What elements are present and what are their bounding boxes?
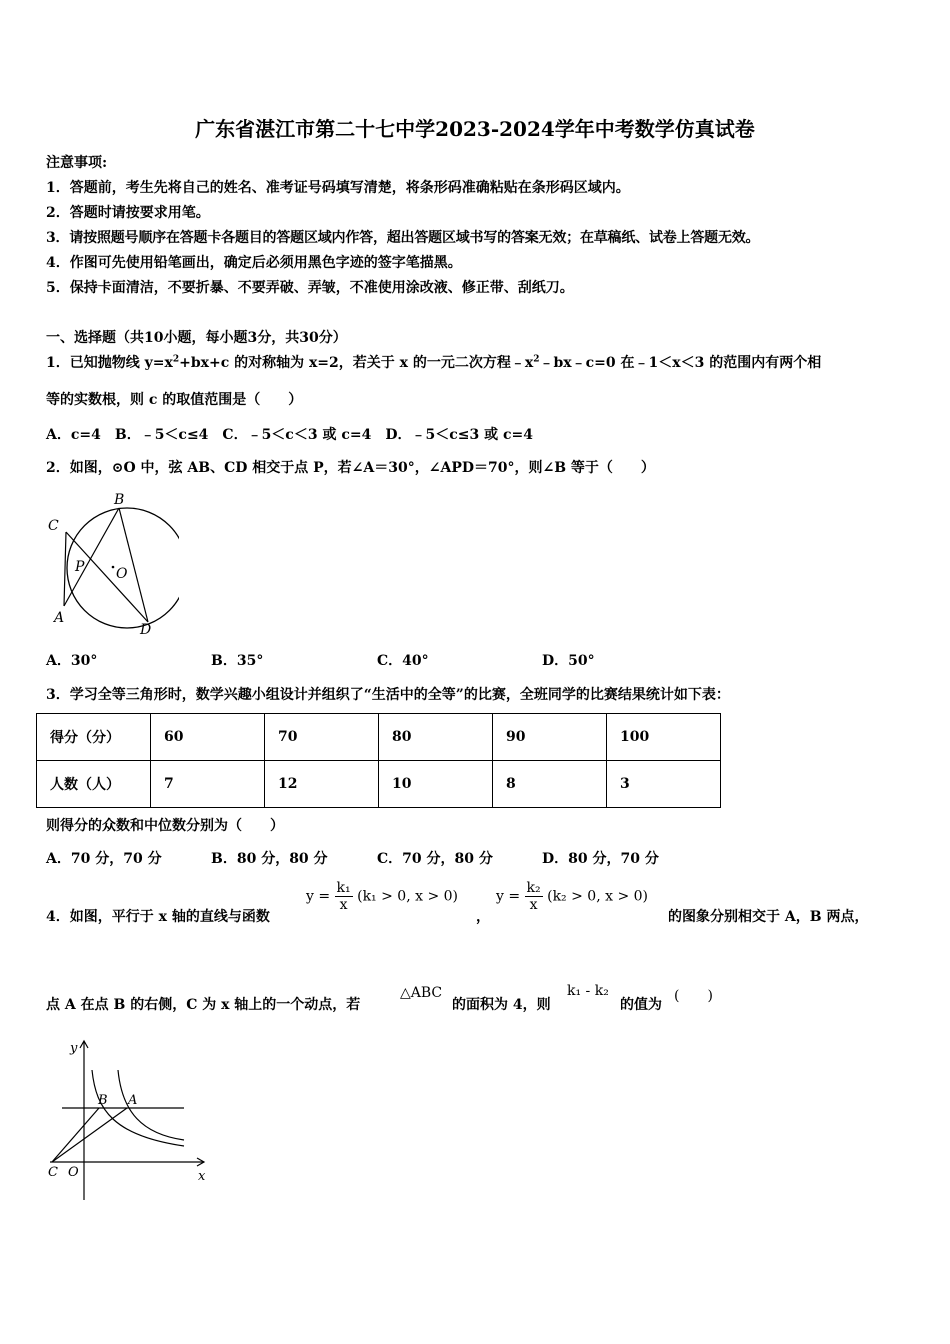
formula-2: y = $\frac{\text{k₂}}{x}$ (k₂ > 0, x > 0) xyxy=(496,880,649,913)
table-cell: 100 xyxy=(607,714,721,761)
notice-item: 5．保持卡面清洁，不要折暴、不要弄破、弄皱，不准使用涂改液、修正带、刮纸刀。 xyxy=(46,280,574,296)
notice-item: 3．请按照题号顺序在答题卡各题目的答题区域内作答，超出答题区域书写的答案无效；在草稿纸、试卷上答题无效。 xyxy=(46,230,760,246)
q3-option-d: D．80 分，70 分 xyxy=(542,851,659,867)
label-b: B xyxy=(114,492,125,508)
table-cell: 人数（人） xyxy=(37,761,151,808)
chord-ab xyxy=(64,508,119,606)
q3-question: 则得分的众数和中位数分别为（ ） xyxy=(46,818,284,834)
q3-option-b: B．80 分，80 分 xyxy=(211,851,328,867)
notice-heading: 注意事项: xyxy=(46,155,108,171)
table-cell: 8 xyxy=(493,761,607,808)
circle-figure xyxy=(44,488,179,638)
notice-item: 2．答题时请按要求用笔。 xyxy=(46,205,210,221)
segment-ca xyxy=(52,1108,127,1162)
label-a: A xyxy=(54,610,65,626)
separator: ， xyxy=(476,909,490,925)
label-c: C xyxy=(48,1165,58,1180)
q1-stem: 1．已知抛物线 $y=x^2+bx+c$ 的对称轴为 x=2，若关于 x 的一元二次方程$﹣x^2﹣bx﹣c=0$ 在﹣1＜x＜3 的范围内有两个相 xyxy=(46,354,822,371)
table-row xyxy=(37,714,721,761)
label-c: C xyxy=(48,518,59,534)
notice-item: 4．作图可先使用铅笔画出，确定后必须用黑色字迹的签字笔描黑。 xyxy=(46,255,462,271)
page-title: 广东省湛江市第二十七中学2023-2024学年中考数学仿真试卷 xyxy=(195,117,755,141)
segment-cb xyxy=(52,1108,99,1162)
q2-option-b: B．35° xyxy=(211,653,264,669)
table-cell: 得分（分） xyxy=(37,714,151,761)
label-p: P xyxy=(75,559,85,575)
center-point xyxy=(112,566,115,569)
q2-option-a: A．30° xyxy=(46,653,98,669)
label-d: D xyxy=(140,622,152,638)
k-expression: k₁ - k₂ xyxy=(567,983,609,999)
q4-stem-end: 的图象分别相交于 A，B 两点， xyxy=(668,909,869,925)
table-row xyxy=(37,761,721,808)
q3-stem: 3．学习全等三角形时，数学兴趣小组设计并组织了“生活中的全等”的比赛，全班同学的比赛结果统计如下表： xyxy=(46,687,730,703)
chord-cd xyxy=(66,532,148,622)
table-cell: 3 xyxy=(607,761,721,808)
label-y: y xyxy=(70,1041,78,1056)
q1-options: A．c=4 B．﹣5＜c≤4 C．﹣5＜c＜3 或 c=4 D．﹣5＜c≤3 或 c=4 xyxy=(46,427,533,443)
table-cell: 12 xyxy=(265,761,379,808)
segment-ca xyxy=(64,532,66,606)
q2-stem: 2．如图，⊙O 中，弦 AB、CD 相交于点 P，若∠A＝30°，∠APD＝70°，则∠B 等于（ ） xyxy=(46,460,655,476)
table-cell: 7 xyxy=(151,761,265,808)
answer-paren: ( ) xyxy=(674,988,713,1004)
triangle-abc: △ABC xyxy=(400,985,443,1001)
table-cell: 90 xyxy=(493,714,607,761)
label-a: A xyxy=(128,1093,138,1108)
label-o: O xyxy=(68,1165,79,1180)
table-cell: 80 xyxy=(379,714,493,761)
label-o: O xyxy=(116,566,128,582)
q2-option-c: C．40° xyxy=(377,653,429,669)
score-table xyxy=(36,713,721,808)
q4-stem: 4．如图，平行于 x 轴的直线与函数 xyxy=(46,909,270,925)
q4-line2-b: 的面积为 4，则 xyxy=(452,997,551,1013)
q4-line2-c: 的值为 xyxy=(620,997,662,1013)
hyperbola-figure xyxy=(44,1036,214,1206)
q4-line2: 点 A 在点 B 的右侧，C 为 x 轴上的一个动点，若 xyxy=(46,997,361,1013)
notice-item: 1．答题前，考生先将自己的姓名、准考证号码填写清楚，将条形码准确粘贴在条形码区域内。 xyxy=(46,180,630,196)
label-x: x xyxy=(198,1169,206,1184)
q3-option-a: A．70 分，70 分 xyxy=(46,851,162,867)
segment-bd xyxy=(119,508,148,622)
table-cell: 10 xyxy=(379,761,493,808)
label-b: B xyxy=(98,1093,108,1108)
formula-1: y = $\frac{\text{k₁}}{x}$ (k₁ > 0, x > 0) xyxy=(306,880,459,913)
q3-option-c: C．70 分，80 分 xyxy=(377,851,493,867)
section-heading: 一、选择题（共10小题，每小题3分，共30分） xyxy=(46,330,347,346)
q2-option-d: D．50° xyxy=(542,653,595,669)
table-cell: 70 xyxy=(265,714,379,761)
table-cell: 60 xyxy=(151,714,265,761)
q1-stem-cont: 等的实数根，则 c 的取值范围是（ ） xyxy=(46,392,303,408)
